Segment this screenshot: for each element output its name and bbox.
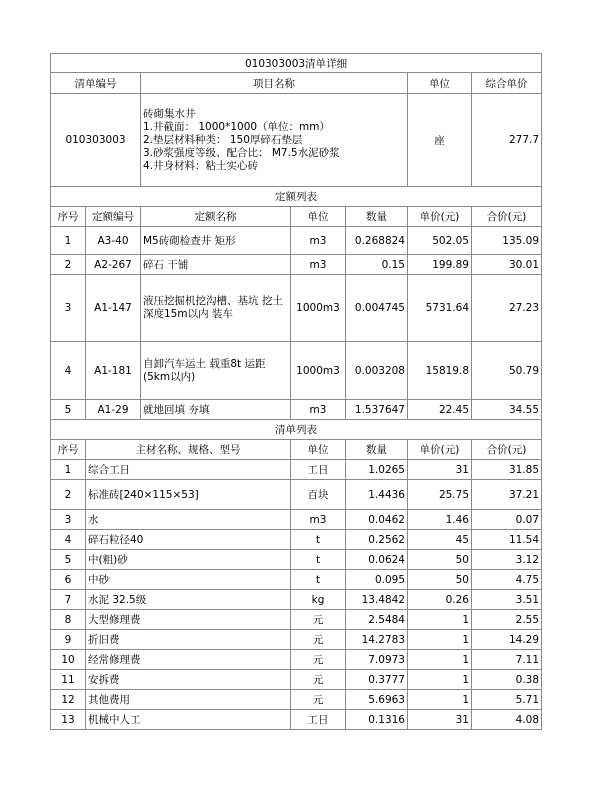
quota-unit: 1000m3 [291,342,346,400]
material-no: 13 [51,710,86,730]
quota-total: 27.23 [472,275,542,342]
item-code: 010303003 [51,94,141,187]
material-name: 折旧费 [86,630,291,650]
quota-qty: 0.003208 [346,342,408,400]
quota-no: 1 [51,227,86,255]
header-code: 清单编号 [51,73,141,94]
material-unit: kg [291,590,346,610]
material-name: 中砂 [86,570,291,590]
material-row [51,590,542,610]
quota-code: A1-29 [86,400,141,420]
quota-row [51,275,542,342]
material-row [51,630,542,650]
detail-table [50,53,542,730]
material-name: 中(粗)砂 [86,550,291,570]
material-unit: t [291,530,346,550]
material-total: 4.75 [472,570,542,590]
material-row [51,460,542,480]
quota-no: 4 [51,342,86,400]
quota-name: 就地回填 夯填 [141,400,291,420]
material-row [51,570,542,590]
quota-code: A1-181 [86,342,141,400]
material-col-price: 单价(元) [408,440,472,460]
material-unit: 百块 [291,480,346,510]
header-unit: 单位 [408,73,472,94]
material-price: 1 [408,670,472,690]
material-name: 安拆费 [86,670,291,690]
material-qty: 0.095 [346,570,408,590]
material-no: 6 [51,570,86,590]
material-price: 50 [408,550,472,570]
material-price: 31 [408,460,472,480]
quota-col-name: 定额名称 [141,207,291,227]
material-price: 0.26 [408,590,472,610]
quota-col-code: 定额编号 [86,207,141,227]
quota-total: 135.09 [472,227,542,255]
quota-no: 3 [51,275,86,342]
material-no: 4 [51,530,86,550]
material-price: 45 [408,530,472,550]
quota-col-total: 合价(元) [472,207,542,227]
material-price: 50 [408,570,472,590]
quota-qty: 0.268824 [346,227,408,255]
material-no: 7 [51,590,86,610]
material-qty: 1.4436 [346,480,408,510]
material-row [51,650,542,670]
material-qty: 5.6963 [346,690,408,710]
material-name: 碎石粒径40 [86,530,291,550]
material-qty: 0.2562 [346,530,408,550]
table-title: 010303003清单详细 [51,54,542,73]
quota-no: 2 [51,255,86,275]
material-col-no: 序号 [51,440,86,460]
material-total: 2.55 [472,610,542,630]
quota-unit: 1000m3 [291,275,346,342]
quota-total: 30.01 [472,255,542,275]
material-no: 1 [51,460,86,480]
material-unit: 元 [291,670,346,690]
material-total: 5.71 [472,690,542,710]
material-col-unit: 单位 [291,440,346,460]
material-total: 0.38 [472,670,542,690]
material-section-title: 清单列表 [51,420,542,440]
material-row [51,690,542,710]
quota-price: 22.45 [408,400,472,420]
material-no: 10 [51,650,86,670]
material-rows [51,460,542,730]
material-unit: 工日 [291,710,346,730]
material-unit: 元 [291,630,346,650]
material-row [51,710,542,730]
material-row [51,480,542,510]
quota-col-unit: 单位 [291,207,346,227]
material-row [51,550,542,570]
material-total: 4.08 [472,710,542,730]
quota-unit: m3 [291,255,346,275]
quota-col-price: 单价(元) [408,207,472,227]
material-name: 综合工日 [86,460,291,480]
material-total: 3.51 [472,590,542,610]
quota-row [51,400,542,420]
quota-code: A2-267 [86,255,141,275]
quota-total: 34.55 [472,400,542,420]
material-total: 37.21 [472,480,542,510]
material-unit: 元 [291,650,346,670]
material-qty: 0.0624 [346,550,408,570]
material-price: 1 [408,630,472,650]
material-qty: 7.0973 [346,650,408,670]
material-row [51,530,542,550]
quota-qty: 0.15 [346,255,408,275]
quota-section-title: 定额列表 [51,187,542,207]
material-unit: 元 [291,610,346,630]
material-qty: 14.2783 [346,630,408,650]
material-price: 1 [408,690,472,710]
material-qty: 0.1316 [346,710,408,730]
quota-code: A3-40 [86,227,141,255]
item-description: 砖砌集水井 1.井截面： 1000*1000（单位：mm） 2.垫层材料种类： 150厚碎石垫层 3.砂浆强度等级、配合比： M7.5水泥砂浆 4.井身材料：粘土实心砖 [141,94,408,187]
quota-no: 5 [51,400,86,420]
header-price: 综合单价 [472,73,542,94]
material-name: 标准砖[240×115×53] [86,480,291,510]
material-no: 11 [51,670,86,690]
quota-price: 199.89 [408,255,472,275]
material-no: 9 [51,630,86,650]
material-row [51,670,542,690]
material-name: 机械中人工 [86,710,291,730]
material-col-total: 合价(元) [472,440,542,460]
quota-total: 50.79 [472,342,542,400]
material-no: 8 [51,610,86,630]
quota-unit: m3 [291,227,346,255]
material-name: 水泥 32.5级 [86,590,291,610]
material-price: 31 [408,710,472,730]
quota-price: 502.05 [408,227,472,255]
material-unit: 元 [291,690,346,710]
quota-name: 碎石 干铺 [141,255,291,275]
material-price: 1 [408,610,472,630]
material-name: 其他费用 [86,690,291,710]
item-unit: 座 [408,94,472,187]
material-name: 大型修理费 [86,610,291,630]
material-name: 水 [86,510,291,530]
material-price: 1.46 [408,510,472,530]
quota-qty: 0.004745 [346,275,408,342]
item-price: 277.7 [472,94,542,187]
quota-name: 液压挖掘机挖沟槽、基坑 挖土深度15m以内 装车 [141,275,291,342]
quota-row [51,227,542,255]
material-total: 14.29 [472,630,542,650]
material-qty: 1.0265 [346,460,408,480]
quota-row [51,255,542,275]
quota-col-no: 序号 [51,207,86,227]
material-no: 5 [51,550,86,570]
quota-price: 15819.8 [408,342,472,400]
material-total: 0.07 [472,510,542,530]
quota-col-qty: 数量 [346,207,408,227]
material-price: 25.75 [408,480,472,510]
material-name: 经常修理费 [86,650,291,670]
material-no: 12 [51,690,86,710]
material-col-qty: 数量 [346,440,408,460]
material-qty: 2.5484 [346,610,408,630]
material-unit: m3 [291,510,346,530]
material-unit: 工日 [291,460,346,480]
material-row [51,510,542,530]
material-row [51,610,542,630]
material-qty: 13.4842 [346,590,408,610]
material-unit: t [291,550,346,570]
material-price: 1 [408,650,472,670]
quota-row [51,342,542,400]
material-no: 2 [51,480,86,510]
quota-code: A1-147 [86,275,141,342]
material-qty: 0.0462 [346,510,408,530]
material-unit: t [291,570,346,590]
quota-qty: 1.537647 [346,400,408,420]
material-total: 7.11 [472,650,542,670]
material-no: 3 [51,510,86,530]
quota-name: 自卸汽车运土 载重8t 运距(5km以内) [141,342,291,400]
quota-unit: m3 [291,400,346,420]
quota-name: M5砖砌检查井 矩形 [141,227,291,255]
header-name: 项目名称 [141,73,408,94]
quota-price: 5731.64 [408,275,472,342]
material-qty: 0.3777 [346,670,408,690]
material-total: 3.12 [472,550,542,570]
material-col-name: 主材名称、规格、型号 [86,440,291,460]
material-total: 31.85 [472,460,542,480]
material-total: 11.54 [472,530,542,550]
